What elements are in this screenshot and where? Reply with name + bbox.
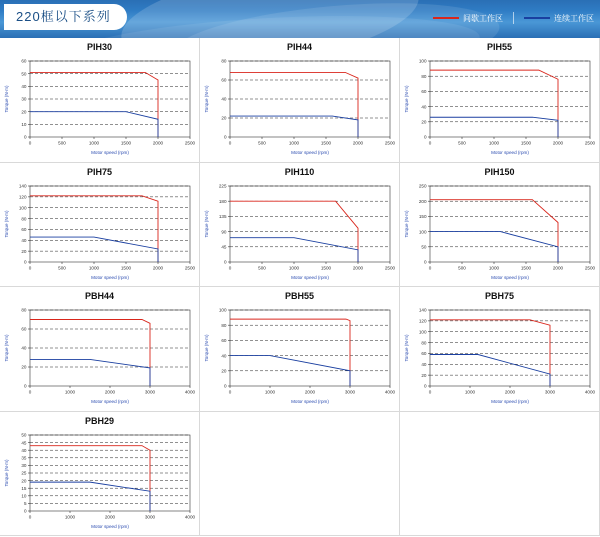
svg-text:3000: 3000 (344, 389, 356, 395)
svg-text:500: 500 (258, 265, 266, 270)
svg-text:80: 80 (221, 58, 227, 64)
chart-cell-empty (200, 412, 400, 537)
svg-text:200: 200 (418, 198, 427, 204)
chart-cell-pih55[interactable] (400, 38, 600, 163)
svg-text:140: 140 (418, 307, 427, 313)
svg-text:Motor speed (rpm): Motor speed (rpm) (491, 150, 529, 155)
chart-plot-area (202, 302, 398, 406)
chart-title: PBH75 (484, 291, 514, 301)
svg-text:140: 140 (18, 183, 27, 189)
svg-text:0: 0 (228, 140, 232, 146)
svg-text:Motor speed (rpm): Motor speed (rpm) (91, 523, 129, 529)
svg-text:2000: 2000 (352, 140, 364, 146)
svg-text:1000: 1000 (64, 514, 76, 519)
legend-item-intermittent (433, 13, 503, 24)
svg-text:3000: 3000 (544, 389, 556, 395)
svg-text:100: 100 (18, 204, 27, 210)
svg-text:3000: 3000 (144, 514, 156, 519)
svg-text:60: 60 (421, 351, 427, 357)
svg-text:0: 0 (423, 134, 427, 140)
svg-text:60: 60 (21, 326, 27, 332)
svg-text:2000: 2000 (352, 265, 364, 270)
chart-plot-area (402, 302, 598, 406)
svg-text:250: 250 (418, 183, 427, 189)
chart-title: PIH55 (486, 42, 512, 52)
svg-text:30: 30 (21, 96, 27, 102)
svg-text:Motor speed (rpm): Motor speed (rpm) (291, 399, 329, 404)
svg-text:1000: 1000 (88, 265, 100, 270)
svg-text:45: 45 (21, 439, 27, 445)
svg-text:50: 50 (421, 244, 427, 249)
svg-text:0: 0 (228, 265, 232, 270)
svg-text:2500: 2500 (584, 265, 596, 270)
svg-text:1000: 1000 (288, 140, 300, 146)
svg-text:Torque (N·m): Torque (N·m) (4, 85, 9, 113)
svg-text:60: 60 (21, 226, 27, 232)
chart-plot (402, 53, 598, 157)
svg-text:Torque (N·m): Torque (N·m) (204, 209, 209, 238)
svg-text:60: 60 (421, 89, 427, 95)
svg-text:40: 40 (21, 84, 27, 90)
chart-plot (202, 302, 398, 406)
svg-text:1000: 1000 (88, 140, 100, 146)
svg-text:1500: 1500 (120, 140, 132, 146)
svg-text:Motor speed (rpm): Motor speed (rpm) (491, 399, 529, 404)
chart-title: PIH110 (284, 166, 315, 177)
svg-text:Torque (N·m): Torque (N·m) (404, 334, 409, 362)
svg-text:0: 0 (28, 265, 32, 270)
svg-text:1000: 1000 (288, 265, 300, 270)
svg-text:4000: 4000 (584, 389, 596, 395)
chart-plot-area (2, 427, 198, 531)
svg-text:2500: 2500 (584, 140, 596, 146)
svg-text:40: 40 (421, 361, 427, 367)
svg-text:Motor speed (rpm): Motor speed (rpm) (91, 274, 129, 280)
svg-text:100: 100 (218, 307, 227, 313)
chart-plot (2, 53, 198, 157)
svg-text:40: 40 (221, 353, 227, 359)
chart-cell-pbh29[interactable] (0, 412, 200, 537)
svg-text:45: 45 (221, 244, 227, 249)
svg-text:2000: 2000 (104, 514, 116, 519)
svg-text:Torque (N·m): Torque (N·m) (4, 334, 9, 362)
svg-text:Torque (N·m): Torque (N·m) (404, 209, 409, 238)
chart-title: PIH30 (86, 42, 112, 52)
svg-text:0: 0 (428, 265, 432, 270)
svg-text:Torque (N·m): Torque (N·m) (204, 334, 209, 362)
legend-swatch-intermittent (433, 17, 459, 19)
svg-text:4000: 4000 (184, 514, 196, 519)
svg-text:40: 40 (421, 104, 427, 110)
svg-text:2500: 2500 (184, 140, 196, 146)
svg-text:30: 30 (21, 462, 27, 468)
svg-text:100: 100 (418, 228, 427, 234)
chart-cell-pih150[interactable] (400, 163, 600, 288)
chart-title: PBH55 (284, 291, 314, 301)
svg-text:80: 80 (421, 73, 427, 79)
svg-text:20: 20 (421, 119, 427, 125)
chart-plot-area (202, 53, 398, 157)
svg-text:Motor speed (rpm): Motor speed (rpm) (291, 274, 329, 280)
chart-cell-pih30[interactable] (0, 38, 200, 163)
chart-plot (402, 302, 598, 406)
svg-text:80: 80 (21, 307, 27, 313)
svg-text:500: 500 (58, 265, 66, 270)
svg-text:80: 80 (421, 340, 427, 346)
svg-text:150: 150 (418, 213, 427, 219)
svg-text:80: 80 (221, 322, 227, 328)
svg-text:2000: 2000 (152, 140, 164, 146)
svg-text:0: 0 (23, 383, 27, 389)
page-title: 220框以下系列 (4, 4, 127, 30)
svg-text:2000: 2000 (152, 265, 164, 270)
svg-text:1500: 1500 (520, 140, 532, 146)
svg-text:0: 0 (223, 259, 227, 265)
legend-swatch-continuous (524, 17, 550, 19)
svg-text:10: 10 (21, 493, 27, 498)
chart-plot-area (402, 178, 598, 282)
chart-cell-pbh44[interactable] (0, 287, 200, 412)
svg-text:35: 35 (21, 455, 27, 460)
legend-label-intermittent: 间歇工作区 (463, 13, 503, 23)
svg-text:25: 25 (21, 470, 27, 476)
svg-text:180: 180 (218, 198, 227, 204)
svg-text:1000: 1000 (264, 389, 276, 395)
chart-plot-area (2, 178, 198, 282)
svg-text:1000: 1000 (488, 140, 500, 146)
svg-text:500: 500 (258, 140, 266, 146)
svg-text:40: 40 (21, 237, 27, 243)
svg-text:0: 0 (428, 140, 432, 146)
chart-plot (2, 302, 198, 406)
chart-cell-pbh55[interactable] (200, 287, 400, 412)
chart-plot-area (402, 53, 598, 157)
svg-text:20: 20 (421, 372, 427, 378)
legend-label-continuous: 连续工作区 (554, 13, 594, 23)
svg-text:0: 0 (228, 389, 232, 395)
svg-text:0: 0 (428, 389, 432, 395)
svg-text:1500: 1500 (520, 265, 532, 270)
chart-plot-area (202, 178, 398, 282)
svg-text:20: 20 (21, 109, 27, 115)
chart-title: PIH75 (86, 166, 112, 177)
svg-text:60: 60 (221, 338, 227, 344)
svg-text:2500: 2500 (384, 265, 396, 270)
svg-text:500: 500 (458, 265, 466, 270)
svg-text:2000: 2000 (552, 140, 564, 146)
svg-text:Motor speed (rpm): Motor speed (rpm) (91, 150, 129, 155)
svg-text:40: 40 (21, 447, 27, 453)
svg-text:0: 0 (223, 383, 227, 389)
chart-plot-area (2, 302, 198, 406)
svg-text:2000: 2000 (552, 265, 564, 270)
svg-text:1000: 1000 (64, 389, 76, 395)
chart-title: PBH44 (84, 291, 114, 301)
svg-text:135: 135 (218, 213, 227, 219)
svg-text:120: 120 (18, 194, 27, 200)
svg-text:90: 90 (221, 228, 227, 234)
chart-plot-area (2, 53, 198, 157)
svg-text:Motor speed (rpm): Motor speed (rpm) (291, 150, 329, 155)
svg-text:0: 0 (28, 140, 32, 146)
svg-text:Motor speed (rpm): Motor speed (rpm) (491, 274, 529, 280)
svg-text:1000: 1000 (488, 265, 500, 270)
svg-text:60: 60 (21, 58, 27, 64)
chart-cell-pih110[interactable] (200, 163, 400, 288)
svg-text:0: 0 (23, 259, 27, 265)
chart-plot (2, 178, 198, 282)
legend-divider (513, 12, 514, 24)
svg-text:Torque (N·m): Torque (N·m) (204, 85, 209, 113)
svg-text:20: 20 (21, 248, 27, 254)
svg-text:40: 40 (221, 96, 227, 102)
chart-title: PIH44 (286, 42, 312, 52)
svg-text:1000: 1000 (464, 389, 476, 395)
svg-text:100: 100 (418, 58, 427, 64)
svg-text:10: 10 (21, 122, 27, 128)
svg-text:0: 0 (223, 134, 227, 140)
svg-text:20: 20 (21, 364, 27, 370)
chart-cell-pbh75[interactable] (400, 287, 600, 412)
chart-plot (202, 178, 398, 282)
svg-text:0: 0 (28, 514, 32, 519)
svg-text:2500: 2500 (184, 265, 196, 270)
svg-text:60: 60 (221, 77, 227, 83)
svg-text:50: 50 (21, 71, 27, 77)
svg-text:15: 15 (21, 485, 27, 491)
svg-text:Torque (N·m): Torque (N·m) (4, 458, 9, 487)
svg-text:1500: 1500 (320, 265, 332, 270)
svg-text:500: 500 (458, 140, 466, 146)
svg-text:2500: 2500 (384, 140, 396, 146)
chart-cell-pih75[interactable] (0, 163, 200, 288)
svg-text:0: 0 (28, 389, 32, 395)
svg-text:0: 0 (423, 383, 427, 389)
svg-text:500: 500 (58, 140, 66, 146)
svg-text:2000: 2000 (104, 389, 116, 395)
svg-text:120: 120 (418, 318, 427, 324)
legend-item-continuous (524, 13, 594, 24)
svg-text:0: 0 (23, 134, 27, 140)
chart-title: PIH150 (484, 166, 515, 177)
chart-plot (202, 53, 398, 157)
svg-text:3000: 3000 (144, 389, 156, 395)
svg-text:0: 0 (23, 508, 27, 514)
chart-cell-empty (400, 412, 600, 537)
svg-text:Torque (N·m): Torque (N·m) (4, 209, 9, 238)
svg-text:1500: 1500 (320, 140, 332, 146)
svg-text:50: 50 (21, 432, 27, 438)
svg-text:2000: 2000 (304, 389, 316, 395)
chart-title: PBH29 (84, 415, 114, 426)
chart-plot (2, 427, 198, 531)
chart-plot (402, 178, 598, 282)
svg-text:1500: 1500 (120, 265, 132, 270)
svg-text:4000: 4000 (184, 389, 196, 395)
svg-text:2000: 2000 (504, 389, 516, 395)
svg-text:20: 20 (221, 115, 227, 121)
svg-text:20: 20 (221, 368, 227, 374)
legend (433, 12, 594, 24)
svg-text:225: 225 (218, 183, 227, 189)
chart-grid (0, 38, 600, 536)
svg-text:5: 5 (23, 500, 27, 506)
svg-text:0: 0 (423, 259, 427, 265)
svg-text:80: 80 (21, 215, 27, 221)
svg-text:100: 100 (418, 329, 427, 335)
svg-text:Torque (N·m): Torque (N·m) (404, 85, 409, 113)
svg-text:Motor speed (rpm): Motor speed (rpm) (91, 399, 129, 404)
svg-text:40: 40 (21, 345, 27, 351)
svg-text:4000: 4000 (384, 389, 396, 395)
svg-text:20: 20 (21, 477, 27, 483)
page-header (0, 0, 600, 38)
chart-cell-pih44[interactable] (200, 38, 400, 163)
